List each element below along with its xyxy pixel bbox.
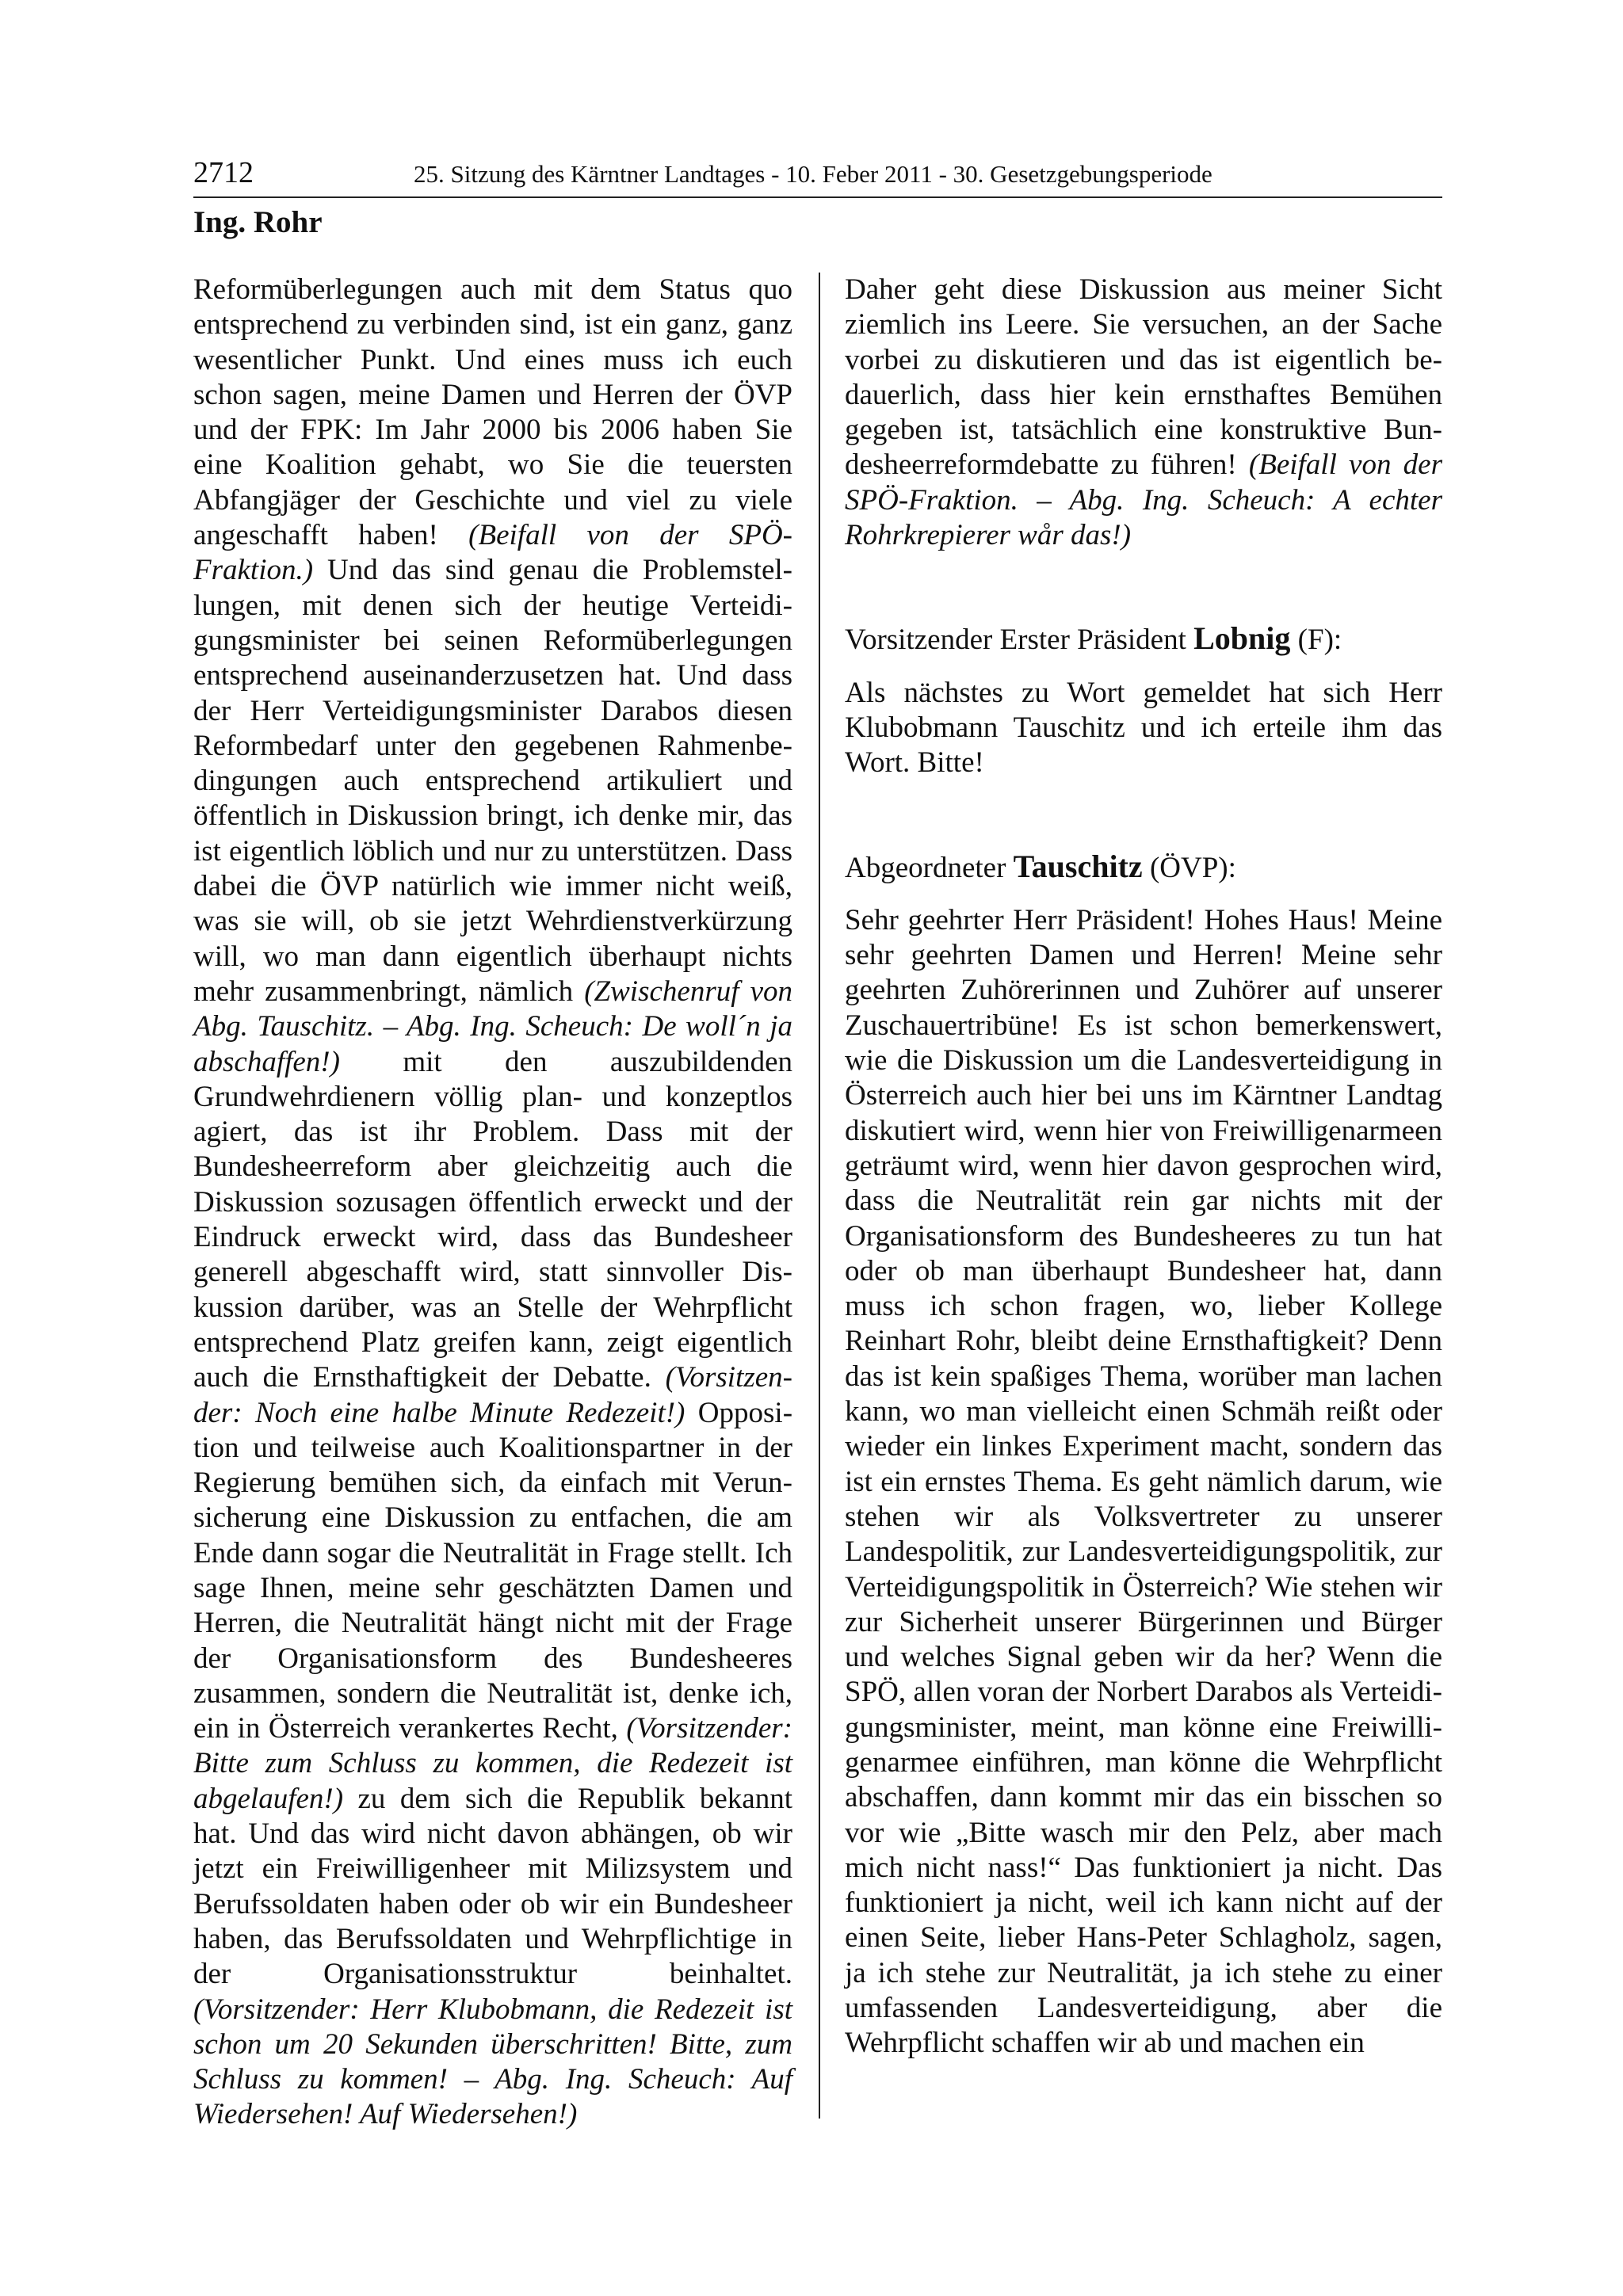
page-number: 2712 <box>193 156 254 189</box>
running-title: 25. Sitzung des Kärntner Landtages - 10. Feber 2011 - 30. Gesetzgebungsperiode <box>414 160 1212 188</box>
speech-text: Reformüberlegungen auch mit dem Status quo entsprechend zu verbinden sind, ist ein ganz, ganz wesentlicher Punkt. Und eines muss ich euch schon sagen, meine Damen und Herren der ÖVP und der FPK: Im Jahr 2000 bis 2006 haben Sie eine Koalition gehabt, wo Sie die teuersten Abfangjäger der Geschichte und viel zu viele angeschafft haben! <box>193 273 792 552</box>
interjection: (Vorsitzender: Bitte zum Schluss zu kommen, die Redezeit ist abgelaufen!) <box>193 1712 792 1815</box>
right-paragraph <box>845 273 1442 553</box>
left-column <box>193 273 792 2133</box>
speech-text: zu dem sich die Republik bekannt hat. Und das wird nicht davon abhängen, ob wir jetzt ein Freiwilligenheer mit Milizsystem und Berufssoldaten haben oder ob wir ein Bundesheer haben, das Berufssoldaten und Wehrpflichtige in der Organisationsstruktur beinhaltet. <box>193 1782 792 1991</box>
speaker-heading <box>845 849 1442 886</box>
chair-role: Vorsitzender Erster Präsident <box>845 624 1194 657</box>
speech-paragraph: Sehr geehrter Herr Präsident! Hohes Haus! Meine sehr geehrten Damen und Herren! Meine sehr geehrten Zuhörerinnen und Zuhörer auf unserer Zuschauertribüne! Es ist schon bemerkenswert, wie die Diskussion um die Landesverteidigung in Österreich auch hier bei uns im Kärntner Landtag diskutiert wird, wenn hier von Freiwilligenarmeen geträumt wird, wenn hier davon gesprochen wird, dass die Neutralität rein gar nichts mit der Organisationsform des Bundesheeres zu tun hat oder ob man überhaupt Bundesheer hat, dann muss ich schon fragen, wo, lieber Kollege Reinhart Rohr, bleibt deine Ernsthaftigkeit? Denn das ist kein spaßiges Thema, worüber man lachen kann, wo man vielleicht einen Schmäh reißt oder wieder ein linkes Experiment macht, sondern das ist ein ernstes Thema. Es geht nämlich darum, wie stehen wir als Volksvertreter zu unserer Landespolitik, zur Landesverteidigungspolitik, zur Verteidigungspolitik in Österreich? Wie stehen wir zur Sicherheit unserer Bürgerinnen und Bürger und welches Signal geben wir da her? Wenn die SPÖ, allen voran der Norbert Darabos als Verteidigungsminister, meint, man könne eine Freiwilligenarmee einführen, man könne die Wehrpflicht abschaffen, dann kommt mir das ein bisschen so vor wie „Bitte wasch mir den Pelz, aber mach mich nicht nass!“ Das funktioniert ja nicht. Das funktioniert ja nicht, weil ich kann nicht auf der einen Seite, lieber Hans-Peter Schlagholz, sagen, ja ich stehe zur Neutralität, ja ich stehe zu einer umfassenden Landesverteidigung, aber die Wehrpflicht schaffen wir ab und machen ein <box>845 903 1442 2060</box>
speech-text: mit den auszubildenden Grundwehrdienern völlig plan- und konzeptlos agiert, das ist ihr Problem. Dass mit der Bundesheerreform aber gleichzeitig auch die Diskussion sozusagen öffentlich erweckt und der Eindruck erweckt wird, dass das Bundesheer generell abgeschafft wird, statt sinnvoller Diskussion darüber, was an Stelle der Wehrpflicht entsprechend Platz greifen kann, zeigt eigentlich auch die Ernsthaftigkeit der Debatte. <box>193 1045 792 1394</box>
chair-party: (F): <box>1290 624 1342 657</box>
header-rule <box>193 196 1442 198</box>
speaker-name: Ing. Rohr <box>193 205 323 239</box>
speaker-heading-name: Tauschitz <box>1013 848 1143 884</box>
chair-name: Lobnig <box>1193 620 1291 657</box>
left-paragraph <box>193 273 792 2133</box>
right-column <box>845 273 1442 2061</box>
interjection: (Zwischenruf von Abg. Tauschitz. – Abg. Ing. Scheuch: De woll´n ja abschaffen!) <box>193 974 792 1078</box>
speaker-role: Abgeordneter <box>845 851 1014 884</box>
interjection: (Beifall von der SPÖ-Fraktion.) <box>193 519 792 587</box>
chair-heading <box>845 621 1442 658</box>
speaker-party: (ÖVP): <box>1142 851 1236 884</box>
interjection: (Vorsitzender: Noch eine halbe Minute Redezeit!) <box>193 1361 792 1429</box>
speech-text: Opposition und teilweise auch Koalitionspartner in der Regierung bemühen sich, da einfach mit Verunsicherung eine Diskussion zu entfachen, die am Ende dann sogar die Neutralität in Frage stellt. Ich sage Ihnen, meine sehr geschätzten Damen und Herren, die Neutralität hängt nicht mit der Frage der Organisationsform des Bundesheeres zusammen, sondern die Neutralität ist, denke ich, ein in Österreich verankertes Recht, <box>193 1396 793 1745</box>
column-divider <box>819 273 820 2119</box>
speech-text: Daher geht diese Diskussion aus meiner Sicht ziemlich ins Leere. Sie versuchen, an der Sache vorbei zu diskutieren und das ist eigentlich bedauerlich, dass hier kein ernsthaftes Bemühen gegeben ist, tatsächlich eine konstruktive Bundesheerreformdebatte zu führen! <box>845 273 1442 482</box>
chair-statement: Als nächstes zu Wort gemeldet hat sich Herr Klubobmann Tauschitz und ich erteile ihm das Wort. Bitte! <box>845 676 1442 780</box>
page-header <box>193 155 1442 196</box>
interjection: (Beifall von der SPÖ-Fraktion. – Abg. Ing. Scheuch: A echter Rohrkrepierer wår das!) <box>845 448 1442 552</box>
speech-text: Und das sind genau die Problemstellungen, mit denen sich der heutige Verteidigungsminister bei seinen Reformüberlegungen entsprechend auseinanderzusetzen hat. Und dass der Herr Verteidigungsminister Darabos diesen Reformbedarf unter den gegebenen Rahmenbedingungen auch entsprechend artikuliert und öffentlich in Diskussion bringt, ich denke mir, das ist eigentlich löblich und nur zu unterstützen. Dass dabei die ÖVP natürlich wie immer nicht weiß, was sie will, ob sie jetzt Wehrdienstverkürzung will, wo man dann eigentlich überhaupt nichts mehr zusammenbringt, nämlich <box>193 554 792 1008</box>
interjection: (Vorsitzender: Herr Klubobmann, die Redezeit ist schon um 20 Sekunden überschritten! Bitte, zum Schluss zu kommen! – Abg. Ing. Scheuch: Auf Wiedersehen! Auf Wiedersehen!) <box>193 1993 792 2131</box>
